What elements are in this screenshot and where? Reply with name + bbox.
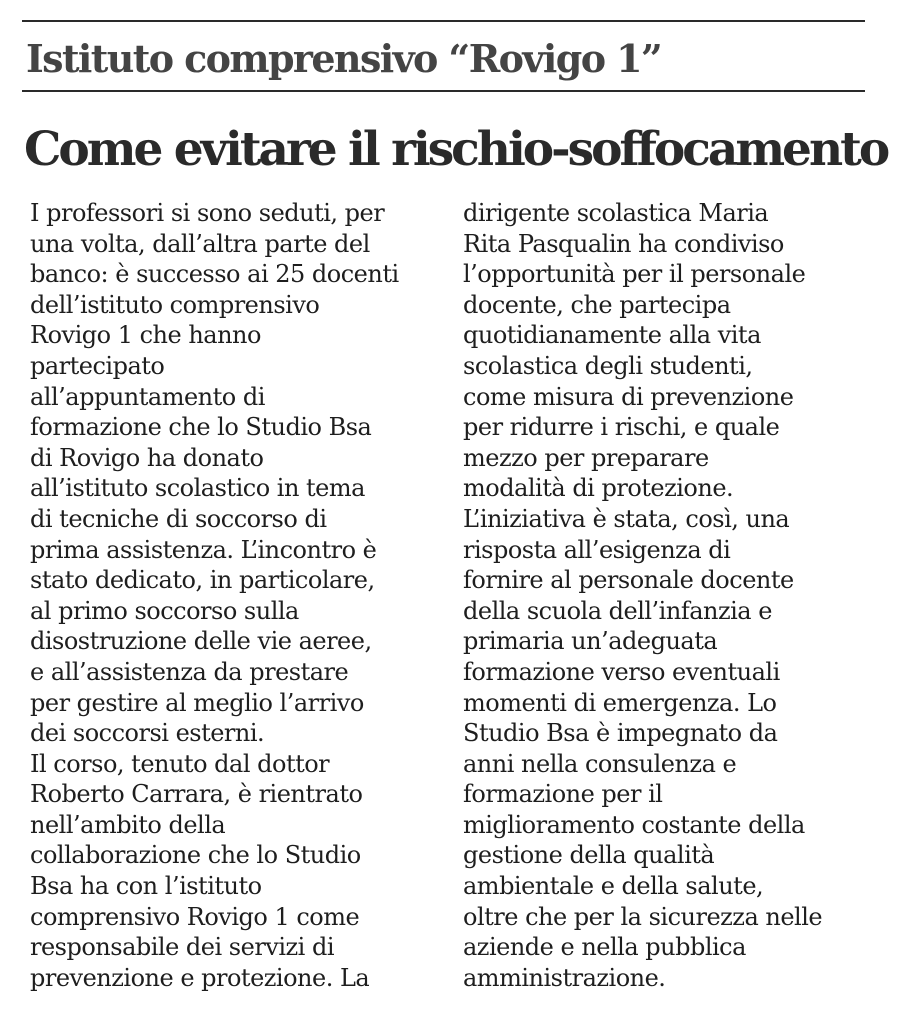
text-line: della scuola dell’infanzia e bbox=[463, 596, 772, 625]
text-line: una volta, dall’altra parte del bbox=[30, 229, 370, 258]
text-line: partecipato bbox=[30, 351, 165, 380]
text-line: formazione per il bbox=[463, 780, 663, 809]
text-line: modalità di protezione. bbox=[463, 474, 734, 503]
text-line: dell’istituto comprensivo bbox=[30, 290, 320, 319]
text-line: momenti di emergenza. Lo bbox=[463, 688, 777, 717]
text-line: di tecniche di soccorso di bbox=[30, 504, 327, 533]
text-line: Roberto Carrara, è rientrato bbox=[30, 780, 363, 809]
article-column-right bbox=[463, 198, 888, 993]
text-line: quotidianamente alla vita bbox=[463, 321, 761, 350]
text-line: al primo soccorso sulla bbox=[30, 596, 299, 625]
text-line: miglioramento costante della bbox=[463, 810, 805, 839]
text-line: Bsa ha con l’istituto bbox=[30, 872, 262, 901]
text-line: all’istituto scolastico in tema bbox=[30, 474, 365, 503]
text-line: mezzo per preparare bbox=[463, 443, 709, 472]
top-rule bbox=[22, 20, 865, 22]
text-line: prima assistenza. L’incontro è bbox=[30, 535, 377, 564]
text-line: Rovigo 1 che hanno bbox=[30, 321, 261, 350]
text-line: formazione che lo Studio Bsa bbox=[30, 413, 372, 442]
text-line: come misura di prevenzione bbox=[463, 382, 794, 411]
text-line: all’appuntamento di bbox=[30, 382, 265, 411]
text-line: scolastica degli studenti, bbox=[463, 351, 753, 380]
text-line: l’opportunità per il personale bbox=[463, 260, 806, 289]
text-line: gestione della qualità bbox=[463, 841, 715, 870]
text-line: aziende e nella pubblica bbox=[463, 933, 746, 962]
text-line: formazione verso eventuali bbox=[463, 657, 780, 686]
article-column-left bbox=[30, 198, 442, 993]
text-line: I professori si sono seduti, per bbox=[30, 199, 385, 227]
text-line: per ridurre i rischi, e quale bbox=[463, 413, 780, 442]
text-line: e all’assistenza da prestare bbox=[30, 657, 349, 686]
text-line: amministrazione. bbox=[463, 963, 666, 992]
text-line: anni nella consulenza e bbox=[463, 749, 737, 778]
text-line: docente, che partecipa bbox=[463, 290, 731, 319]
text-line: risposta all’esigenza di bbox=[463, 535, 731, 564]
kicker-rule bbox=[22, 90, 865, 92]
headline: Come evitare il rischio-soffocamento bbox=[24, 122, 888, 177]
text-line: disostruzione delle vie aeree, bbox=[30, 627, 372, 656]
text-line: responsabile dei servizi di bbox=[30, 933, 335, 962]
text-line: Rita Pasqualin ha condiviso bbox=[463, 229, 784, 258]
text-line: prevenzione e protezione. La bbox=[30, 963, 370, 992]
text-line: dei soccorsi esterni. bbox=[30, 719, 265, 748]
text-line: fornire al personale docente bbox=[463, 566, 794, 595]
text-line: L’iniziativa è stata, così, una bbox=[463, 504, 790, 533]
text-line: oltre che per la sicurezza nelle bbox=[463, 902, 823, 931]
text-line: banco: è successo ai 25 docenti bbox=[30, 260, 399, 289]
text-line: ambientale e della salute, bbox=[463, 872, 764, 901]
text-line: nell’ambito della bbox=[30, 810, 226, 839]
text-line: collaborazione che lo Studio bbox=[30, 841, 361, 870]
text-line: dirigente scolastica Maria bbox=[463, 199, 769, 227]
kicker: Istituto comprensivo “Rovigo 1” bbox=[26, 36, 662, 81]
text-line: per gestire al meglio l’arrivo bbox=[30, 688, 364, 717]
text-line: primaria un’adeguata bbox=[463, 627, 718, 656]
text-line: stato dedicato, in particolare, bbox=[30, 566, 375, 595]
text-line: Studio Bsa è impegnato da bbox=[463, 719, 778, 748]
text-line: Il corso, tenuto dal dottor bbox=[30, 749, 330, 778]
text-line: di Rovigo ha donato bbox=[30, 443, 264, 472]
text-line: comprensivo Rovigo 1 come bbox=[30, 902, 360, 931]
